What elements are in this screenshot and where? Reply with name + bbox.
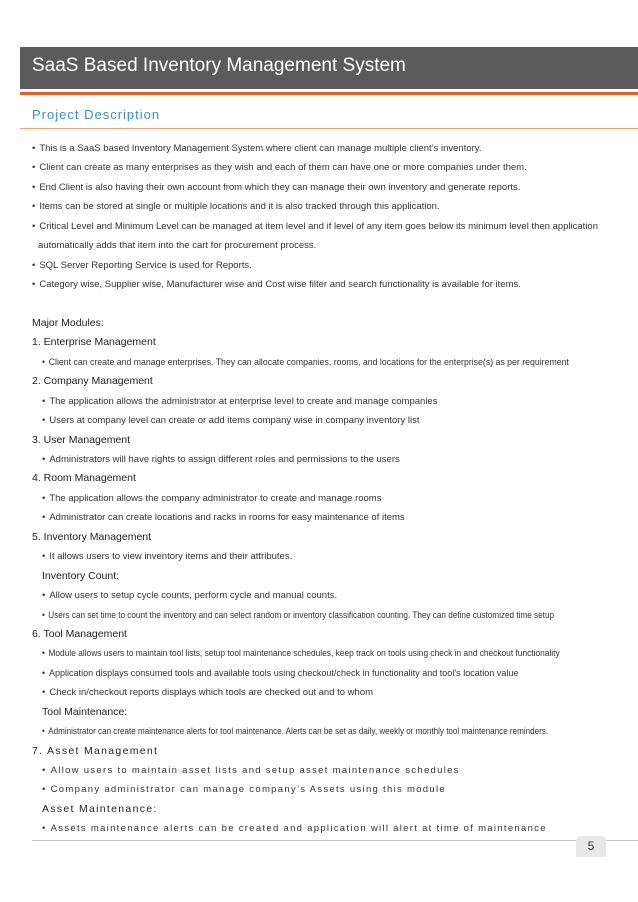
module-heading: 4. Room Management xyxy=(32,472,136,485)
module-heading: 2. Company Management xyxy=(32,375,153,388)
module-subitem: • Administrator can create maintenance alerts for tool maintenance. Alerts can be set as daily, weekly or monthly tool maintenance reminders. xyxy=(42,726,549,738)
bullet-icon: • xyxy=(42,415,46,427)
bullet-icon: • xyxy=(32,162,36,174)
bullet-icon: • xyxy=(42,395,46,407)
content-body xyxy=(32,139,622,839)
bullet-icon: • xyxy=(42,667,46,679)
bullet-icon: • xyxy=(42,356,46,368)
module-heading: 5. Inventory Management xyxy=(32,530,152,543)
bullet-icon: • xyxy=(42,687,46,699)
module-subitem: • Allow users to setup cycle counts, perform cycle and manual counts. xyxy=(42,590,338,602)
description-item: • This is a SaaS based Inventory Management System where client can manage multiple client’s inventory. xyxy=(32,143,482,154)
description-item: • Client can create as many enterprises as they wish and each of them can have one or more companies under them. xyxy=(32,162,527,174)
bullet-icon: • xyxy=(32,259,36,271)
section-title: Project Description xyxy=(32,107,161,122)
bullet-icon: • xyxy=(42,590,46,602)
bullet-icon: • xyxy=(32,143,36,154)
footer-divider xyxy=(32,840,638,841)
module-item: • Application displays consumed tools and available tools using checkout/check in functionality and tool’s location value xyxy=(42,667,519,679)
spacer xyxy=(32,295,622,314)
module-subheading: Inventory Count: xyxy=(42,569,120,582)
module-item: • Client can create and manage enterprises. They can allocate companies, rooms, and locations for the enterprise(s) as per requirement xyxy=(42,356,569,368)
module-subheading: Tool Maintenance: xyxy=(42,705,128,718)
description-item: • SQL Server Reporting Service is used for Reports. xyxy=(32,259,252,271)
bullet-icon: • xyxy=(42,609,45,621)
bullet-icon: • xyxy=(42,648,45,660)
module-subheading: Asset Maintenance: xyxy=(42,802,158,815)
bullet-icon: • xyxy=(32,181,36,193)
bullet-icon: • xyxy=(42,823,47,835)
page-number: 5 xyxy=(576,836,606,857)
module-item: • Company administrator can manage company’s Assets using this module xyxy=(42,784,446,796)
bullet-icon: • xyxy=(42,765,47,776)
bullet-icon: • xyxy=(42,551,46,563)
description-item: • Category wise, Supplier wise, Manufacturer wise and Cost wise filter and search functionality is available for items. xyxy=(32,279,521,291)
module-item: • Module allows users to maintain tool lists, setup tool maintenance schedules, keep track on tools using check in and checkout functionality xyxy=(42,648,560,660)
module-heading: 6. Tool Management xyxy=(32,627,127,640)
module-item: • The application allows the administrator at enterprise level to create and manage companies xyxy=(42,395,438,407)
bullet-icon: • xyxy=(42,784,47,796)
module-subitem: • Users can set time to count the inventory and can select random or inventory classification counting. They can define customized time setup xyxy=(42,609,555,621)
description-item-continuation: automatically adds that item into the cart for procurement process. xyxy=(38,240,317,252)
module-heading: 3. User Management xyxy=(32,433,131,446)
header-accent-line xyxy=(20,92,638,95)
module-heading: 7. Asset Management xyxy=(32,744,159,757)
description-item: • Items can be stored at single or multiple locations and it is also tracked through this application. xyxy=(32,201,440,213)
description-item: • Critical Level and Minimum Level can be managed at item level and if level of any item goes below its minimum level then application xyxy=(32,220,598,232)
module-item: • The application allows the company administrator to create and manage rooms xyxy=(42,492,382,504)
module-subitem: • Assets maintenance alerts can be created and application will alert at time of maintenance xyxy=(42,823,547,835)
module-item: • Administrators will have rights to assign different roles and permissions to the users xyxy=(42,454,400,465)
bullet-icon: • xyxy=(42,726,45,738)
description-item: • End Client is also having their own account from which they can manage their own inventory and generate reports. xyxy=(32,181,521,193)
bullet-icon: • xyxy=(42,454,46,465)
module-item: • Users at company level can create or add items company wise in company inventory list xyxy=(42,415,420,427)
module-item: • Check in/checkout reports displays which tools are checked out and to whom xyxy=(42,687,374,699)
module-item: • It allows users to view inventory items and their attributes. xyxy=(42,551,293,563)
bullet-icon: • xyxy=(32,279,36,291)
module-item: • Administrator can create locations and racks in rooms for easy maintenance of items xyxy=(42,512,405,524)
module-item: • Allow users to maintain asset lists and setup asset maintenance schedules xyxy=(42,765,460,776)
document-title: SaaS Based Inventory Management System xyxy=(32,55,406,76)
bullet-icon: • xyxy=(42,492,46,504)
bullet-icon: • xyxy=(32,201,36,213)
modules-title: Major Modules: xyxy=(32,316,104,329)
module-heading: 1. Enterprise Management xyxy=(32,336,156,349)
bullet-icon: • xyxy=(42,512,46,524)
bullet-icon: • xyxy=(32,220,36,232)
section-divider xyxy=(20,128,638,129)
